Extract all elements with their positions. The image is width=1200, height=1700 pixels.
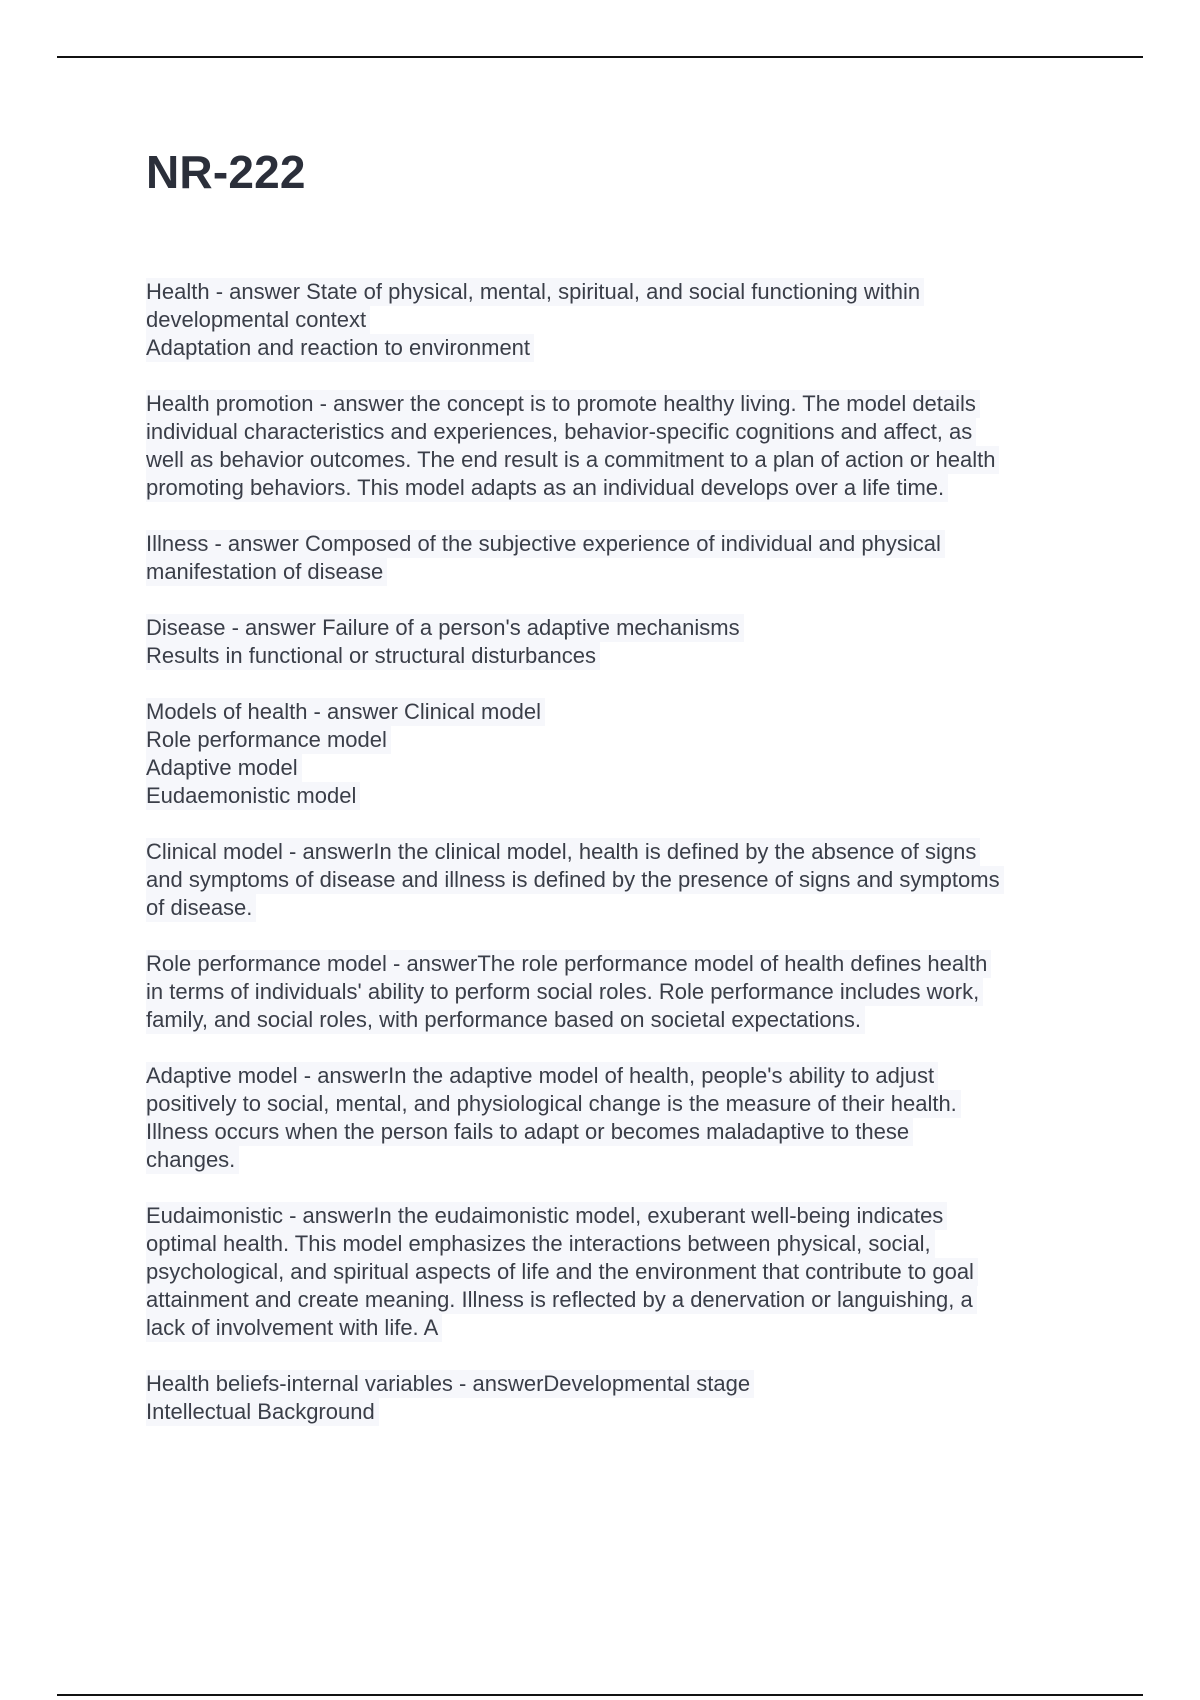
document-title: NR-222 — [146, 146, 306, 198]
qa-entry-line: developmental context — [146, 306, 370, 334]
qa-entry-line: Health beliefs-internal variables - answerDevelopmental stage — [146, 1370, 754, 1398]
qa-entry-line: Role performance model — [146, 726, 391, 754]
qa-entry-line: positively to social, mental, and physiological change is the measure of their health. — [146, 1090, 961, 1118]
qa-entry-line: Results in functional or structural disturbances — [146, 642, 600, 670]
qa-entry-line: Role performance model - answerThe role performance model of health defines health — [146, 950, 991, 978]
qa-entry-line: Health - answer State of physical, mental, spiritual, and social functioning within — [146, 278, 924, 306]
qa-entry — [146, 838, 1096, 922]
qa-entry-line: attainment and create meaning. Illness is reflected by a denervation or languishing, a — [146, 1286, 977, 1314]
qa-entry — [146, 698, 1096, 810]
qa-entry-line: changes. — [146, 1146, 239, 1174]
qa-entry — [146, 390, 1096, 502]
qa-entry-line: Models of health - answer Clinical model — [146, 698, 545, 726]
qa-entry-line: Adaptive model — [146, 754, 302, 782]
qa-entry-line: of disease. — [146, 894, 256, 922]
qa-entry — [146, 1062, 1096, 1174]
qa-entry-line: Clinical model - answerIn the clinical model, health is defined by the absence of signs — [146, 838, 980, 866]
qa-entry-line: Adaptation and reaction to environment — [146, 334, 534, 362]
qa-entry-line: individual characteristics and experiences, behavior-specific cognitions and affect, as — [146, 418, 976, 446]
qa-entry-line: Illness occurs when the person fails to adapt or becomes maladaptive to these — [146, 1118, 913, 1146]
top-rule — [57, 56, 1143, 58]
qa-entry-line: Health promotion - answer the concept is to promote healthy living. The model details — [146, 390, 980, 418]
qa-entry — [146, 614, 1096, 670]
qa-entry-line: Adaptive model - answerIn the adaptive model of health, people's ability to adjust — [146, 1062, 938, 1090]
qa-entry-line: lack of involvement with life. A — [146, 1314, 442, 1342]
qa-entry-line: family, and social roles, with performance based on societal expectations. — [146, 1006, 865, 1034]
qa-entry-line: optimal health. This model emphasizes the interactions between physical, social, — [146, 1230, 935, 1258]
qa-entry-line: in terms of individuals' ability to perform social roles. Role performance includes work, — [146, 978, 983, 1006]
qa-entry — [146, 1370, 1096, 1426]
qa-entry-line: well as behavior outcomes. The end result is a commitment to a plan of action or health — [146, 446, 999, 474]
qa-entry-line: Eudaimonistic - answerIn the eudaimonistic model, exuberant well-being indicates — [146, 1202, 947, 1230]
qa-entry-line: Intellectual Background — [146, 1398, 379, 1426]
document-body — [146, 140, 1096, 1454]
qa-list — [146, 278, 1096, 1454]
bottom-rule — [57, 1694, 1143, 1696]
qa-entry — [146, 1202, 1096, 1342]
qa-entry-line: manifestation of disease — [146, 558, 387, 586]
qa-entry — [146, 530, 1096, 586]
qa-entry-line: psychological, and spiritual aspects of life and the environment that contribute to goal — [146, 1258, 978, 1286]
qa-entry — [146, 950, 1096, 1034]
qa-entry-line: Illness - answer Composed of the subjective experience of individual and physical — [146, 530, 945, 558]
qa-entry-line: and symptoms of disease and illness is defined by the presence of signs and symptoms — [146, 866, 1004, 894]
qa-entry-line: Disease - answer Failure of a person's adaptive mechanisms — [146, 614, 744, 642]
qa-entry-line: Eudaemonistic model — [146, 782, 360, 810]
qa-entry-line: promoting behaviors. This model adapts as an individual develops over a life time. — [146, 474, 948, 502]
qa-entry — [146, 278, 1096, 362]
